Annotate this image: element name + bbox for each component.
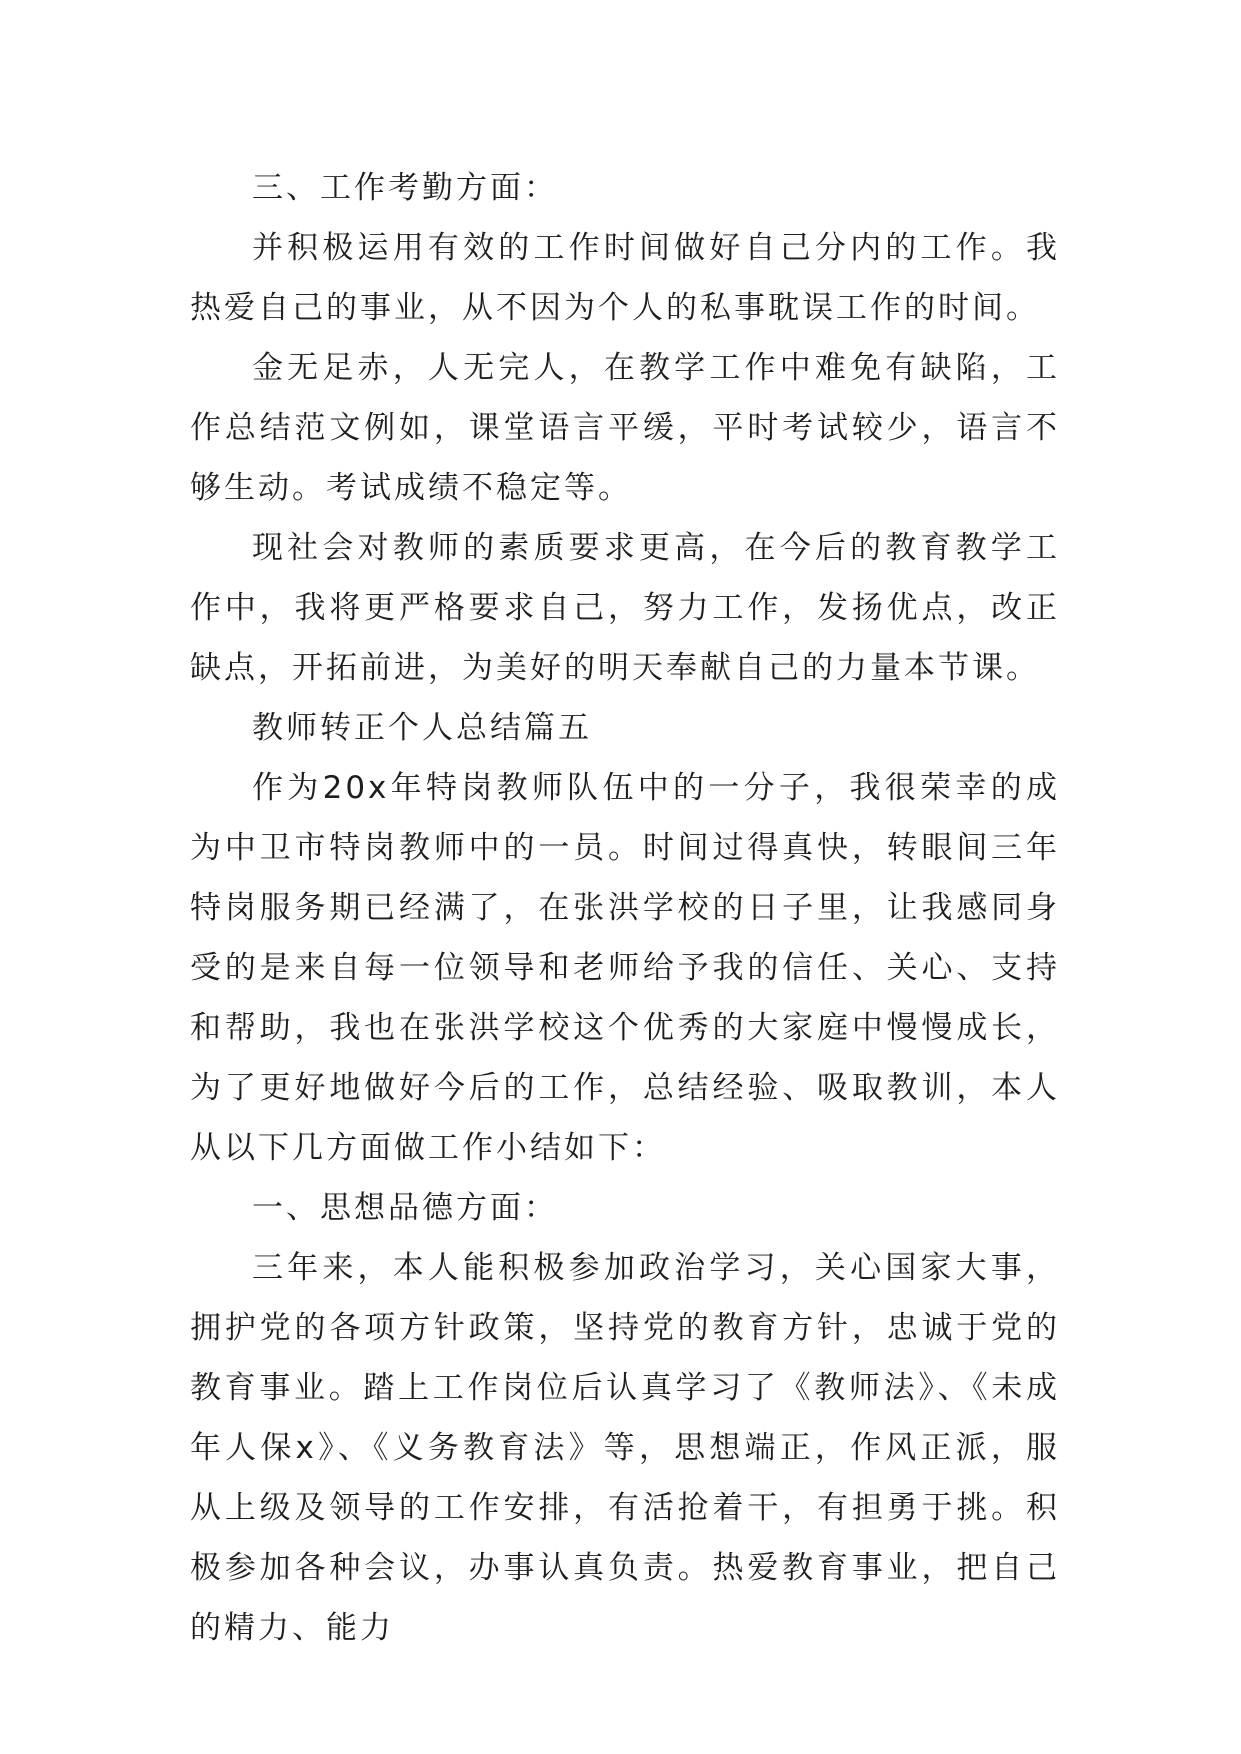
paragraph-shortcomings: 金无足赤，人无完人，在教学工作中难免有缺陷，工作总结范文例如，课堂语言平缓，平时考试较少，语言不够生动。考试成绩不稳定等。 (190, 350, 1060, 506)
paragraph-ideology-body: 三年来，本人能积极参加政治学习，关心国家大事，拥护党的各项方针政策，坚持党的教育方针，忠诚于党的教育事业。踏上工作岗位后认真学习了《教师法》、《未成年人保x》、《义务教育法》等，思想端正，作风正派，服从上级及领导的工作安排，有活抢着干，有担勇于挑。积极参加各种会议，办事认真负责。热爱教育事业，把自己的精力、能力 (190, 1250, 1060, 1646)
paragraph-introduction: 作为20x年特岗教师队伍中的一分子，我很荣幸的成为中卫市特岗教师中的一员。时间过得真快，转眼间三年特岗服务期已经满了，在张洪学校的日子里，让我感同身受的是来自每一位领导和老师给予我的信任、关心、支持和帮助，我也在张洪学校这个优秀的大家庭中慢慢成长，为了更好地做好今后的工作，总结经验、吸取教训，本人从以下几方面做工作小结如下： (190, 770, 1060, 1166)
paragraph-section-heading-ideology: 一、思想品德方面： (252, 1190, 558, 1226)
paragraph-future-plan: 现社会对教师的素质要求更高，在今后的教育教学工作中，我将更严格要求自己，努力工作，发扬优点，改正缺点，开拓前进，为美好的明天奉献自己的力量本节课。 (190, 530, 1060, 686)
document-body (190, 158, 1060, 1658)
paragraph-chapter-title: 教师转正个人总结篇五 (252, 710, 592, 746)
paragraph-attendance-body: 并积极运用有效的工作时间做好自己分内的工作。我热爱自己的事业，从不因为个人的私事耽误工作的时间。 (190, 230, 1060, 326)
paragraph-section-heading-attendance: 三、工作考勤方面： (252, 170, 558, 206)
